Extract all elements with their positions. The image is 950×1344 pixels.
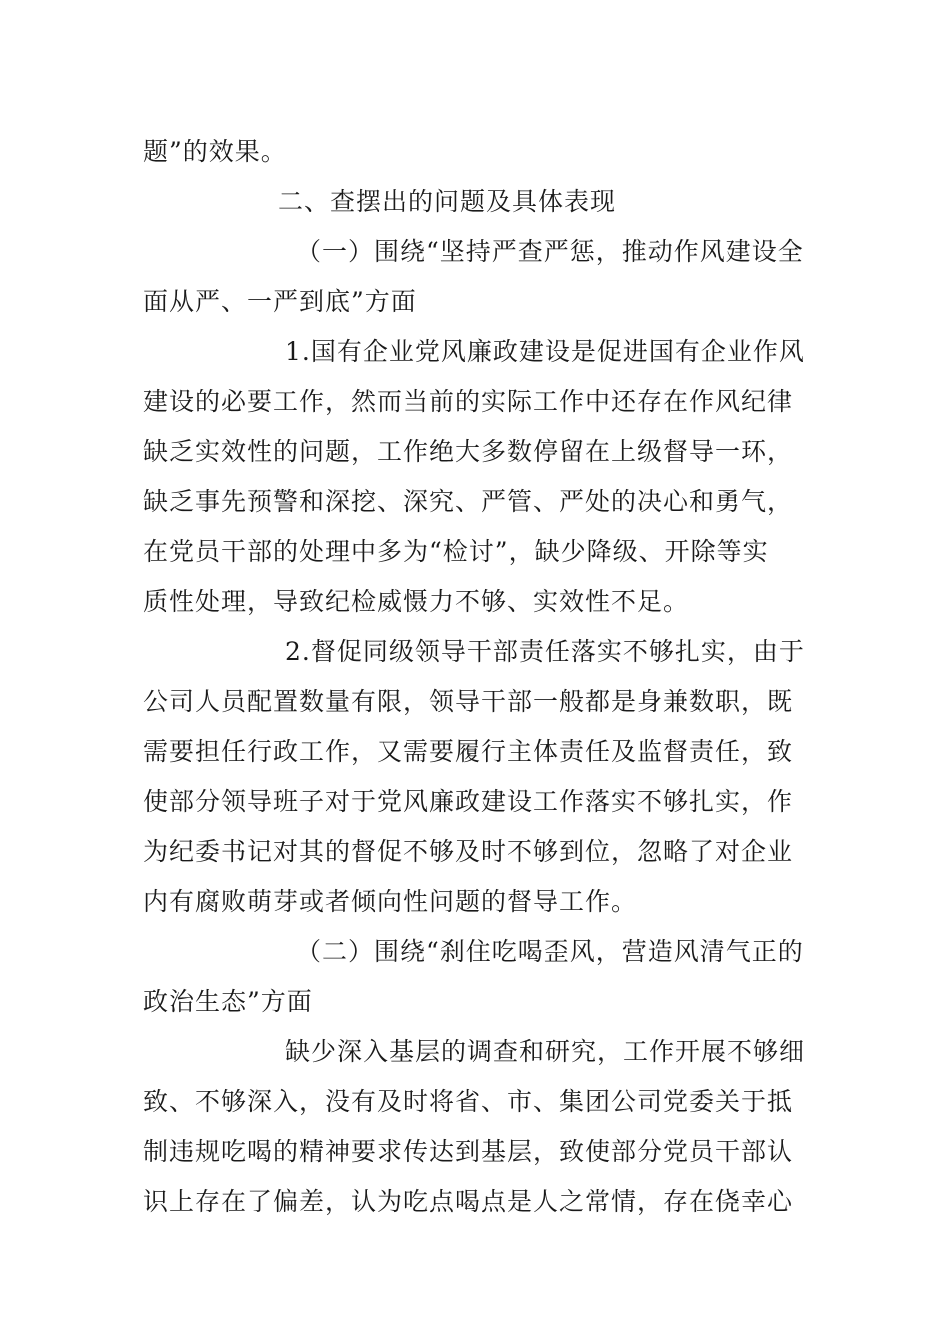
text-line-8: 缺乏事先预警和深挖、深究、严管、严处的决心和勇气， — [143, 487, 794, 516]
text-line-4: 面从严、一严到底”方面 — [143, 287, 417, 316]
text-line-20: 致、不够深入，没有及时将省、市、集团公司党委关于抵 — [143, 1087, 794, 1116]
text-line-12: 公司人员配置数量有限，领导干部一般都是身兼数职，既 — [143, 687, 794, 716]
text-line-9: 在党员干部的处理中多为“检讨”，缺少降级、开除等实 — [143, 537, 769, 566]
text-line-14: 使部分领导班子对于党风廉政建设工作落实不够扎实，作 — [143, 787, 794, 816]
text-line-1: 题”的效果。 — [143, 137, 287, 166]
section-heading-2: 二、查摆出的问题及具体表现 — [278, 187, 617, 216]
paragraph-2-start: 2.督促同级领导干部责任落实不够扎实，由于 — [285, 637, 805, 666]
subsection-heading-1: （一）围绕“坚持严查严惩，推动作风建设全 — [296, 237, 804, 266]
subsection-heading-2: （二）围绕“刹住吃喝歪风，营造风清气正的 — [296, 937, 804, 966]
text-line-13: 需要担任行政工作，又需要履行主体责任及监督责任，致 — [143, 737, 794, 766]
text-line-15: 为纪委书记对其的督促不够及时不够到位，忽略了对企业 — [143, 837, 794, 866]
text-line-16: 内有腐败萌芽或者倾向性问题的督导工作。 — [143, 887, 638, 916]
text-line-7: 缺乏实效性的问题，工作绝大多数停留在上级督导一环， — [143, 437, 794, 466]
text-line-22: 识上存在了偏差，认为吃点喝点是人之常情，存在侥幸心 — [143, 1187, 794, 1216]
paragraph-1-start: 1.国有企业党风廉政建设是促进国有企业作风 — [285, 337, 805, 366]
paragraph-3-start: 缺少深入基层的调查和研究，工作开展不够细 — [285, 1037, 806, 1066]
text-line-10: 质性处理，导致纪检威慑力不够、实效性不足。 — [143, 587, 690, 616]
text-line-21: 制违规吃喝的精神要求传达到基层，致使部分党员干部认 — [143, 1137, 794, 1166]
text-line-6: 建设的必要工作，然而当前的实际工作中还存在作风纪律 — [143, 387, 794, 416]
text-line-18: 政治生态”方面 — [143, 987, 313, 1016]
